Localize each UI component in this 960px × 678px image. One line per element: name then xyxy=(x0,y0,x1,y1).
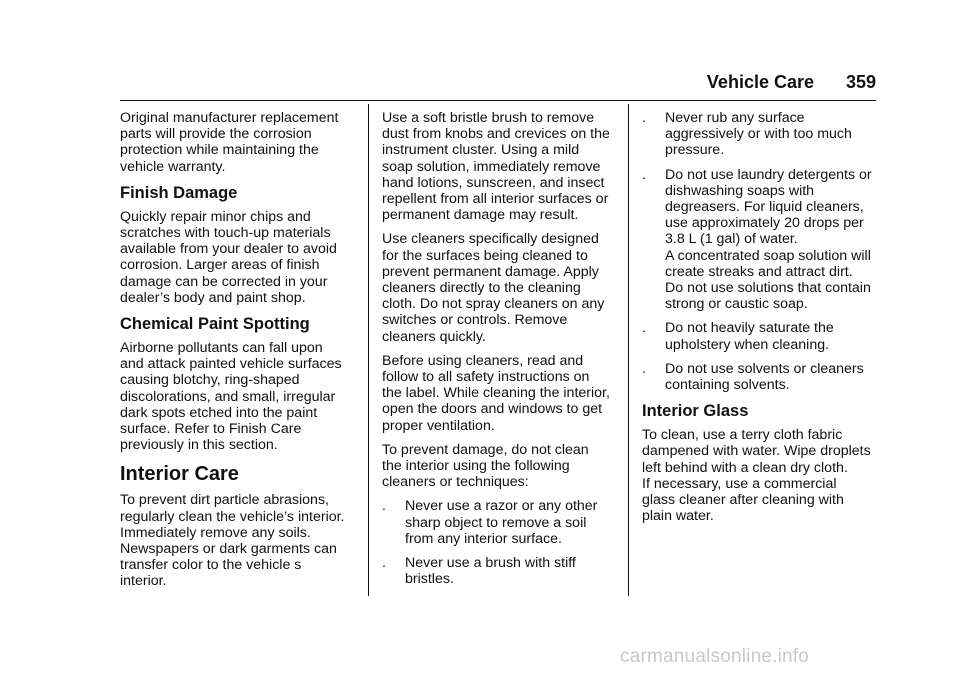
header-rule xyxy=(120,100,876,101)
list-item-text: Do not heavily saturate the upholstery when cleaning. xyxy=(665,320,834,353)
list-item xyxy=(642,320,882,352)
list-item xyxy=(382,555,616,587)
list-item-text: Never use a brush with stiff bristles. xyxy=(405,555,576,588)
bullet-mark: . xyxy=(382,498,386,515)
list-item-text: Never use a razor or any other sharp object to remove a soil from any interior surface. xyxy=(405,498,598,547)
column-left xyxy=(120,110,354,598)
list-item xyxy=(642,361,882,393)
bullet-mark: . xyxy=(642,320,646,337)
bullet-mark: . xyxy=(642,110,646,126)
bullet-mark: . xyxy=(382,555,386,572)
column-divider xyxy=(628,104,629,596)
heading-finish-damage: Finish Damage xyxy=(120,183,238,202)
safety-paragraph: Before using cleaners, read and follow to all safety instructions on the label. While cleaning the interior, open the doors and windows to get proper ventilation. xyxy=(382,352,610,434)
list-item-text: Do not use laundry detergents or dishwashing soaps with degreasers. For liquid cleaners, use approximately 20 drops per 3.8 L (1 gal) of water. A concentrated soap solution will create streaks and attract dirt. Do not use solutions that contain strong or caustic soap. xyxy=(665,166,872,313)
watermark: carmanualsonline.info xyxy=(620,646,810,667)
page-number: 359 xyxy=(845,72,876,92)
list-item-text: Never rub any surface aggressively or with too much pressure. xyxy=(665,110,852,159)
finish-damage-paragraph: Quickly repair minor chips and scratches with touch-up materials available from your dealer to avoid corrosion. Larger areas of finish damage can be corrected in your dealer’s body and paint shop. xyxy=(120,208,337,306)
intro-paragraph: Original manufacturer replacement parts will provide the corrosion protection while maintaining the vehicle warranty. xyxy=(120,110,339,175)
bullet-mark: . xyxy=(642,166,646,183)
column-middle xyxy=(382,110,616,595)
page-header xyxy=(120,72,876,94)
prevent-damage-paragraph: To prevent damage, do not clean the interior using the following cleaners or techniques: xyxy=(382,441,589,491)
brush-paragraph: Use a soft bristle brush to remove dust from knobs and crevices on the instrument cluster. Using a mild soap solution, immediately remove hand lotions, sunscreen, and insect repellent from all interior surfaces or permanent damage may result. xyxy=(382,110,610,224)
heading-interior-care: Interior Care xyxy=(120,463,239,486)
chemical-paint-paragraph: Airborne pollutants can fall upon and attack painted vehicle surfaces causing blotchy, ring-shaped discolorations, and small, irregular dark spots etched into the paint surface. Refer to Finish Care previously in this section. xyxy=(120,340,342,454)
interior-glass-paragraph: To clean, use a terry cloth fabric dampened with water. Wipe droplets left behind with a clean dry cloth. If necessary, use a commercial glass cleaner after cleaning with plain water. xyxy=(642,427,871,525)
cleaners-paragraph: Use cleaners specifically designed for the surfaces being cleaned to prevent permanent damage. Apply cleaners directly to the cleaning cloth. Do not spray cleaners on any switches or controls. Remove cleaners quickly. xyxy=(382,231,605,345)
column-divider xyxy=(368,104,369,596)
list-item xyxy=(642,167,882,313)
list-item xyxy=(642,110,882,159)
interior-care-paragraph: To prevent dirt particle abrasions, regularly clean the vehicle’s interior. Immediately remove any soils. Newspapers or dark garments can transfer color to the vehicle s interior. xyxy=(120,492,345,590)
section-title: Vehicle Care xyxy=(706,72,814,92)
heading-interior-glass: Interior Glass xyxy=(642,402,749,421)
list-item xyxy=(382,498,616,547)
bullet-mark: . xyxy=(642,360,646,377)
list-item-text: Do not use solvents or cleaners containing solvents. xyxy=(665,360,864,394)
heading-chemical-paint-spotting: Chemical Paint Spotting xyxy=(120,315,310,334)
column-right xyxy=(642,110,882,532)
